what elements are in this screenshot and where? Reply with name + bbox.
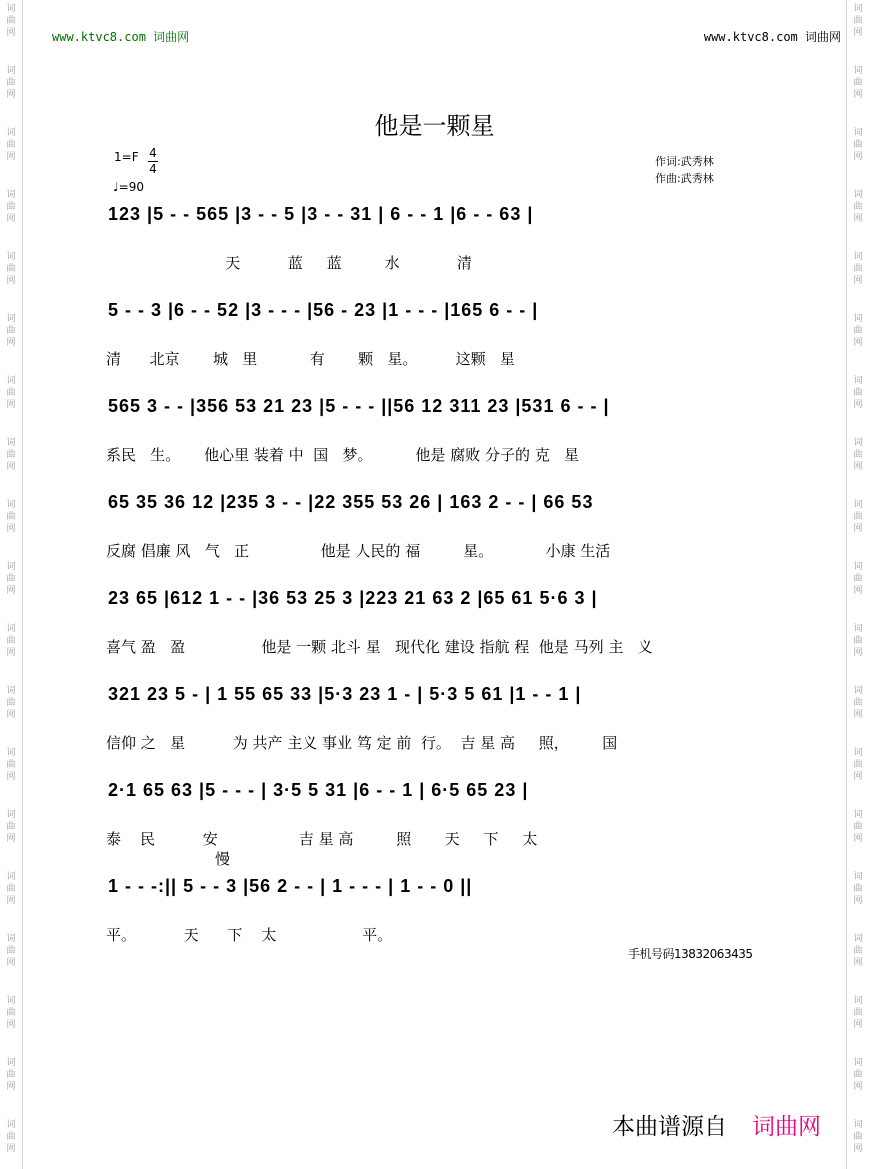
side-watermark-char: 网 xyxy=(6,28,16,38)
side-watermark-char: 网 xyxy=(6,958,16,968)
score-line xyxy=(100,680,760,776)
side-watermark-char: 词 xyxy=(853,376,863,386)
side-watermark-char: 曲 xyxy=(853,326,863,336)
side-watermark-char: 网 xyxy=(853,1144,863,1154)
side-watermark-char: 曲 xyxy=(853,1132,863,1142)
key-signature: 1=F xyxy=(114,150,139,164)
side-watermark-char: 词 xyxy=(853,686,863,696)
side-watermark-char: 曲 xyxy=(853,202,863,212)
side-watermark-char: 词 xyxy=(6,190,16,200)
side-watermark-char: 网 xyxy=(6,276,16,286)
side-watermark-char: 网 xyxy=(853,152,863,162)
side-watermark-char: 词 xyxy=(6,66,16,76)
lyrics-row: 信仰 之 星 为 共产 主义 事业 笃 定 前 行。 吉 星 高 照， 国 xyxy=(106,734,618,752)
side-watermark-char: 网 xyxy=(6,710,16,720)
side-watermark-char: 曲 xyxy=(853,884,863,894)
notation-row: 321 23 5 - | 1 55 65 33 |5·3 23 1 - | 5·3 5 61 |1 - - 1 | xyxy=(108,684,582,704)
side-watermark-char: 词 xyxy=(6,872,16,882)
side-watermark-char: 词 xyxy=(853,872,863,882)
lyrics-row: 喜气 盈 盈 他是 一颗 北斗 星 现代化 建设 指航 程 他是 马列 主 义 xyxy=(106,638,653,656)
side-watermark-char: 词 xyxy=(6,500,16,510)
side-watermark-char: 词 xyxy=(6,934,16,944)
site-label-left: www.ktvc8.com 词曲网 xyxy=(52,30,190,44)
side-watermark-char: 曲 xyxy=(6,264,16,274)
phone-number: 手机号码13832063435 xyxy=(628,947,753,961)
side-watermark-char: 网 xyxy=(6,524,16,534)
side-watermark-char: 词 xyxy=(6,4,16,14)
side-watermark-char: 词 xyxy=(6,438,16,448)
side-watermark-char: 网 xyxy=(853,1020,863,1030)
side-watermark-char: 曲 xyxy=(853,822,863,832)
side-watermark-char: 曲 xyxy=(6,140,16,150)
side-watermark-char: 网 xyxy=(853,462,863,472)
notation-row: 565 3 - - |356 53 21 23 |5 - - - ||56 12 311 23 |531 6 - - | xyxy=(108,396,610,416)
notation-row: 5 - - 3 |6 - - 52 |3 - - - |56 - 23 |1 - - - |165 6 - - | xyxy=(108,300,539,320)
side-watermark-char: 词 xyxy=(6,314,16,324)
side-watermark-char: 网 xyxy=(853,958,863,968)
right-divider xyxy=(846,0,847,1169)
side-watermark-char: 网 xyxy=(853,834,863,844)
side-watermark-char: 网 xyxy=(6,896,16,906)
side-watermark-char: 曲 xyxy=(6,1008,16,1018)
side-watermark-char: 曲 xyxy=(853,264,863,274)
side-watermark-char: 网 xyxy=(853,896,863,906)
side-watermark-char: 词 xyxy=(6,128,16,138)
side-watermark-char: 曲 xyxy=(853,760,863,770)
side-watermark-char: 网 xyxy=(6,648,16,658)
side-watermark-char: 曲 xyxy=(853,574,863,584)
side-watermark-char: 曲 xyxy=(6,202,16,212)
tempo-change-mark: 慢 xyxy=(215,850,231,868)
side-watermark-char: 词 xyxy=(6,1058,16,1068)
side-watermark-char: 曲 xyxy=(6,946,16,956)
side-watermark-char: 曲 xyxy=(6,698,16,708)
side-watermark-char: 词 xyxy=(6,748,16,758)
score-line xyxy=(100,584,760,680)
side-watermark-char: 网 xyxy=(853,400,863,410)
lyrics-row: 平。 天 下 太 平。 xyxy=(106,926,393,944)
side-watermark-char: 词 xyxy=(853,190,863,200)
score-line xyxy=(100,776,760,872)
side-watermark-char: 词 xyxy=(6,376,16,386)
side-watermark-char: 网 xyxy=(853,648,863,658)
side-watermark-char: 词 xyxy=(853,500,863,510)
lyricist-credit: 作词:武秀林 xyxy=(655,155,714,168)
notation-row: 1 - - -:|| 5 - - 3 |56 2 - - | 1 - - - | 1 - - 0 || xyxy=(108,876,473,896)
score-line xyxy=(100,392,760,488)
side-watermark-char: 曲 xyxy=(6,1132,16,1142)
lyrics-row: 系民 生。 他心里 装着 中 国 梦。 他是 腐败 分子的 克 星 xyxy=(106,446,580,464)
side-watermark-char: 网 xyxy=(853,1082,863,1092)
side-watermark-char: 网 xyxy=(853,338,863,348)
lyrics-row: 天 蓝 蓝 水 清 xyxy=(106,254,472,272)
side-watermark-char: 词 xyxy=(853,438,863,448)
side-watermark-char: 曲 xyxy=(6,78,16,88)
side-watermark-char: 词 xyxy=(6,996,16,1006)
site-label-right: www.ktvc8.com 词曲网 xyxy=(703,30,841,44)
side-watermark-char: 曲 xyxy=(853,16,863,26)
side-watermark-char: 曲 xyxy=(853,1070,863,1080)
side-watermark-char: 词 xyxy=(6,810,16,820)
side-watermark-char: 网 xyxy=(6,214,16,224)
side-watermark-char: 网 xyxy=(6,90,16,100)
side-watermark-char: 网 xyxy=(6,338,16,348)
side-watermark-char: 曲 xyxy=(853,388,863,398)
side-watermark-char: 词 xyxy=(853,1120,863,1130)
footer-brand-link[interactable]: 词曲网 xyxy=(752,1114,821,1140)
side-watermark-char: 曲 xyxy=(6,16,16,26)
lyrics-row: 清 北京 城 里 有 颗 星。 这颗 星 xyxy=(106,350,515,368)
score-line xyxy=(100,488,760,584)
composer-credit: 作曲:武秀林 xyxy=(655,172,714,185)
side-watermark-char: 网 xyxy=(6,152,16,162)
side-watermark-char: 曲 xyxy=(6,1070,16,1080)
side-watermark-char: 网 xyxy=(853,214,863,224)
notation-row: 65 35 36 12 |235 3 - - |22 355 53 26 | 163 2 - - | 66 53 xyxy=(108,492,594,512)
side-watermark-char: 网 xyxy=(853,524,863,534)
side-watermark-char: 曲 xyxy=(853,1008,863,1018)
side-watermark-char: 网 xyxy=(6,772,16,782)
notation-row: 123 |5 - - 565 |3 - - 5 |3 - - 31 | 6 - - 1 |6 - - 63 | xyxy=(108,204,534,224)
side-watermark-char: 词 xyxy=(853,252,863,262)
side-watermark-char: 曲 xyxy=(853,636,863,646)
side-watermark-char: 网 xyxy=(6,834,16,844)
side-watermark-char: 曲 xyxy=(6,388,16,398)
side-watermark-char: 网 xyxy=(853,90,863,100)
side-watermark-char: 词 xyxy=(853,4,863,14)
lyrics-row: 泰 民 安 吉 星 高 照 天 下 太 xyxy=(106,830,538,848)
side-watermark-char: 词 xyxy=(853,996,863,1006)
song-title: 他是一颗星 xyxy=(374,112,495,140)
side-watermark-char: 词 xyxy=(853,1058,863,1068)
side-watermark-char: 网 xyxy=(6,400,16,410)
side-watermark-char: 词 xyxy=(853,934,863,944)
side-watermark-char: 曲 xyxy=(6,636,16,646)
side-watermark-char: 网 xyxy=(853,710,863,720)
side-watermark-char: 词 xyxy=(853,562,863,572)
side-watermark-char: 词 xyxy=(853,314,863,324)
meter-bottom: 4 xyxy=(149,162,157,176)
left-divider xyxy=(22,0,23,1169)
side-watermark-char: 词 xyxy=(853,810,863,820)
side-watermark-char: 词 xyxy=(853,748,863,758)
meter-top: 4 xyxy=(149,146,157,160)
side-watermark-char: 曲 xyxy=(6,450,16,460)
side-watermark-char: 曲 xyxy=(853,698,863,708)
notation-row: 2·1 65 63 |5 - - - | 3·5 5 31 |6 - - 1 | 6·5 65 23 | xyxy=(108,780,529,800)
side-watermark-char: 曲 xyxy=(6,326,16,336)
side-watermark-char: 曲 xyxy=(853,140,863,150)
side-watermark-char: 词 xyxy=(6,624,16,634)
left-watermark-strip xyxy=(0,0,22,1169)
side-watermark-char: 网 xyxy=(6,1020,16,1030)
side-watermark-char: 曲 xyxy=(6,512,16,522)
side-watermark-char: 网 xyxy=(853,276,863,286)
side-watermark-char: 曲 xyxy=(853,512,863,522)
side-watermark-char: 网 xyxy=(853,28,863,38)
right-watermark-strip xyxy=(847,0,869,1169)
side-watermark-char: 词 xyxy=(853,66,863,76)
side-watermark-char: 曲 xyxy=(853,450,863,460)
side-watermark-char: 词 xyxy=(6,686,16,696)
side-watermark-char: 曲 xyxy=(6,574,16,584)
lyrics-row: 反腐 倡廉 风 气 正 他是 人民的 福 星。 小康 生活 xyxy=(106,542,611,560)
footer-source-label: 本曲谱源自 xyxy=(612,1114,727,1140)
side-watermark-char: 词 xyxy=(853,624,863,634)
side-watermark-char: 网 xyxy=(6,462,16,472)
side-watermark-char: 曲 xyxy=(853,946,863,956)
side-watermark-char: 曲 xyxy=(6,760,16,770)
score-line xyxy=(100,296,760,392)
side-watermark-char: 曲 xyxy=(6,884,16,894)
side-watermark-char: 词 xyxy=(853,128,863,138)
side-watermark-char: 词 xyxy=(6,1120,16,1130)
side-watermark-char: 网 xyxy=(6,586,16,596)
side-watermark-char: 曲 xyxy=(853,78,863,88)
side-watermark-char: 词 xyxy=(6,562,16,572)
score-line xyxy=(100,200,760,296)
side-watermark-char: 词 xyxy=(6,252,16,262)
time-signature xyxy=(148,146,158,177)
side-watermark-char: 网 xyxy=(6,1144,16,1154)
side-watermark-char: 网 xyxy=(853,772,863,782)
side-watermark-char: 曲 xyxy=(6,822,16,832)
side-watermark-char: 网 xyxy=(853,586,863,596)
notation-row: 23 65 |612 1 - - |36 53 25 3 |223 21 63 2 |65 61 5·6 3 | xyxy=(108,588,598,608)
tempo-marking: ♩=90 xyxy=(113,180,144,194)
side-watermark-char: 网 xyxy=(6,1082,16,1092)
